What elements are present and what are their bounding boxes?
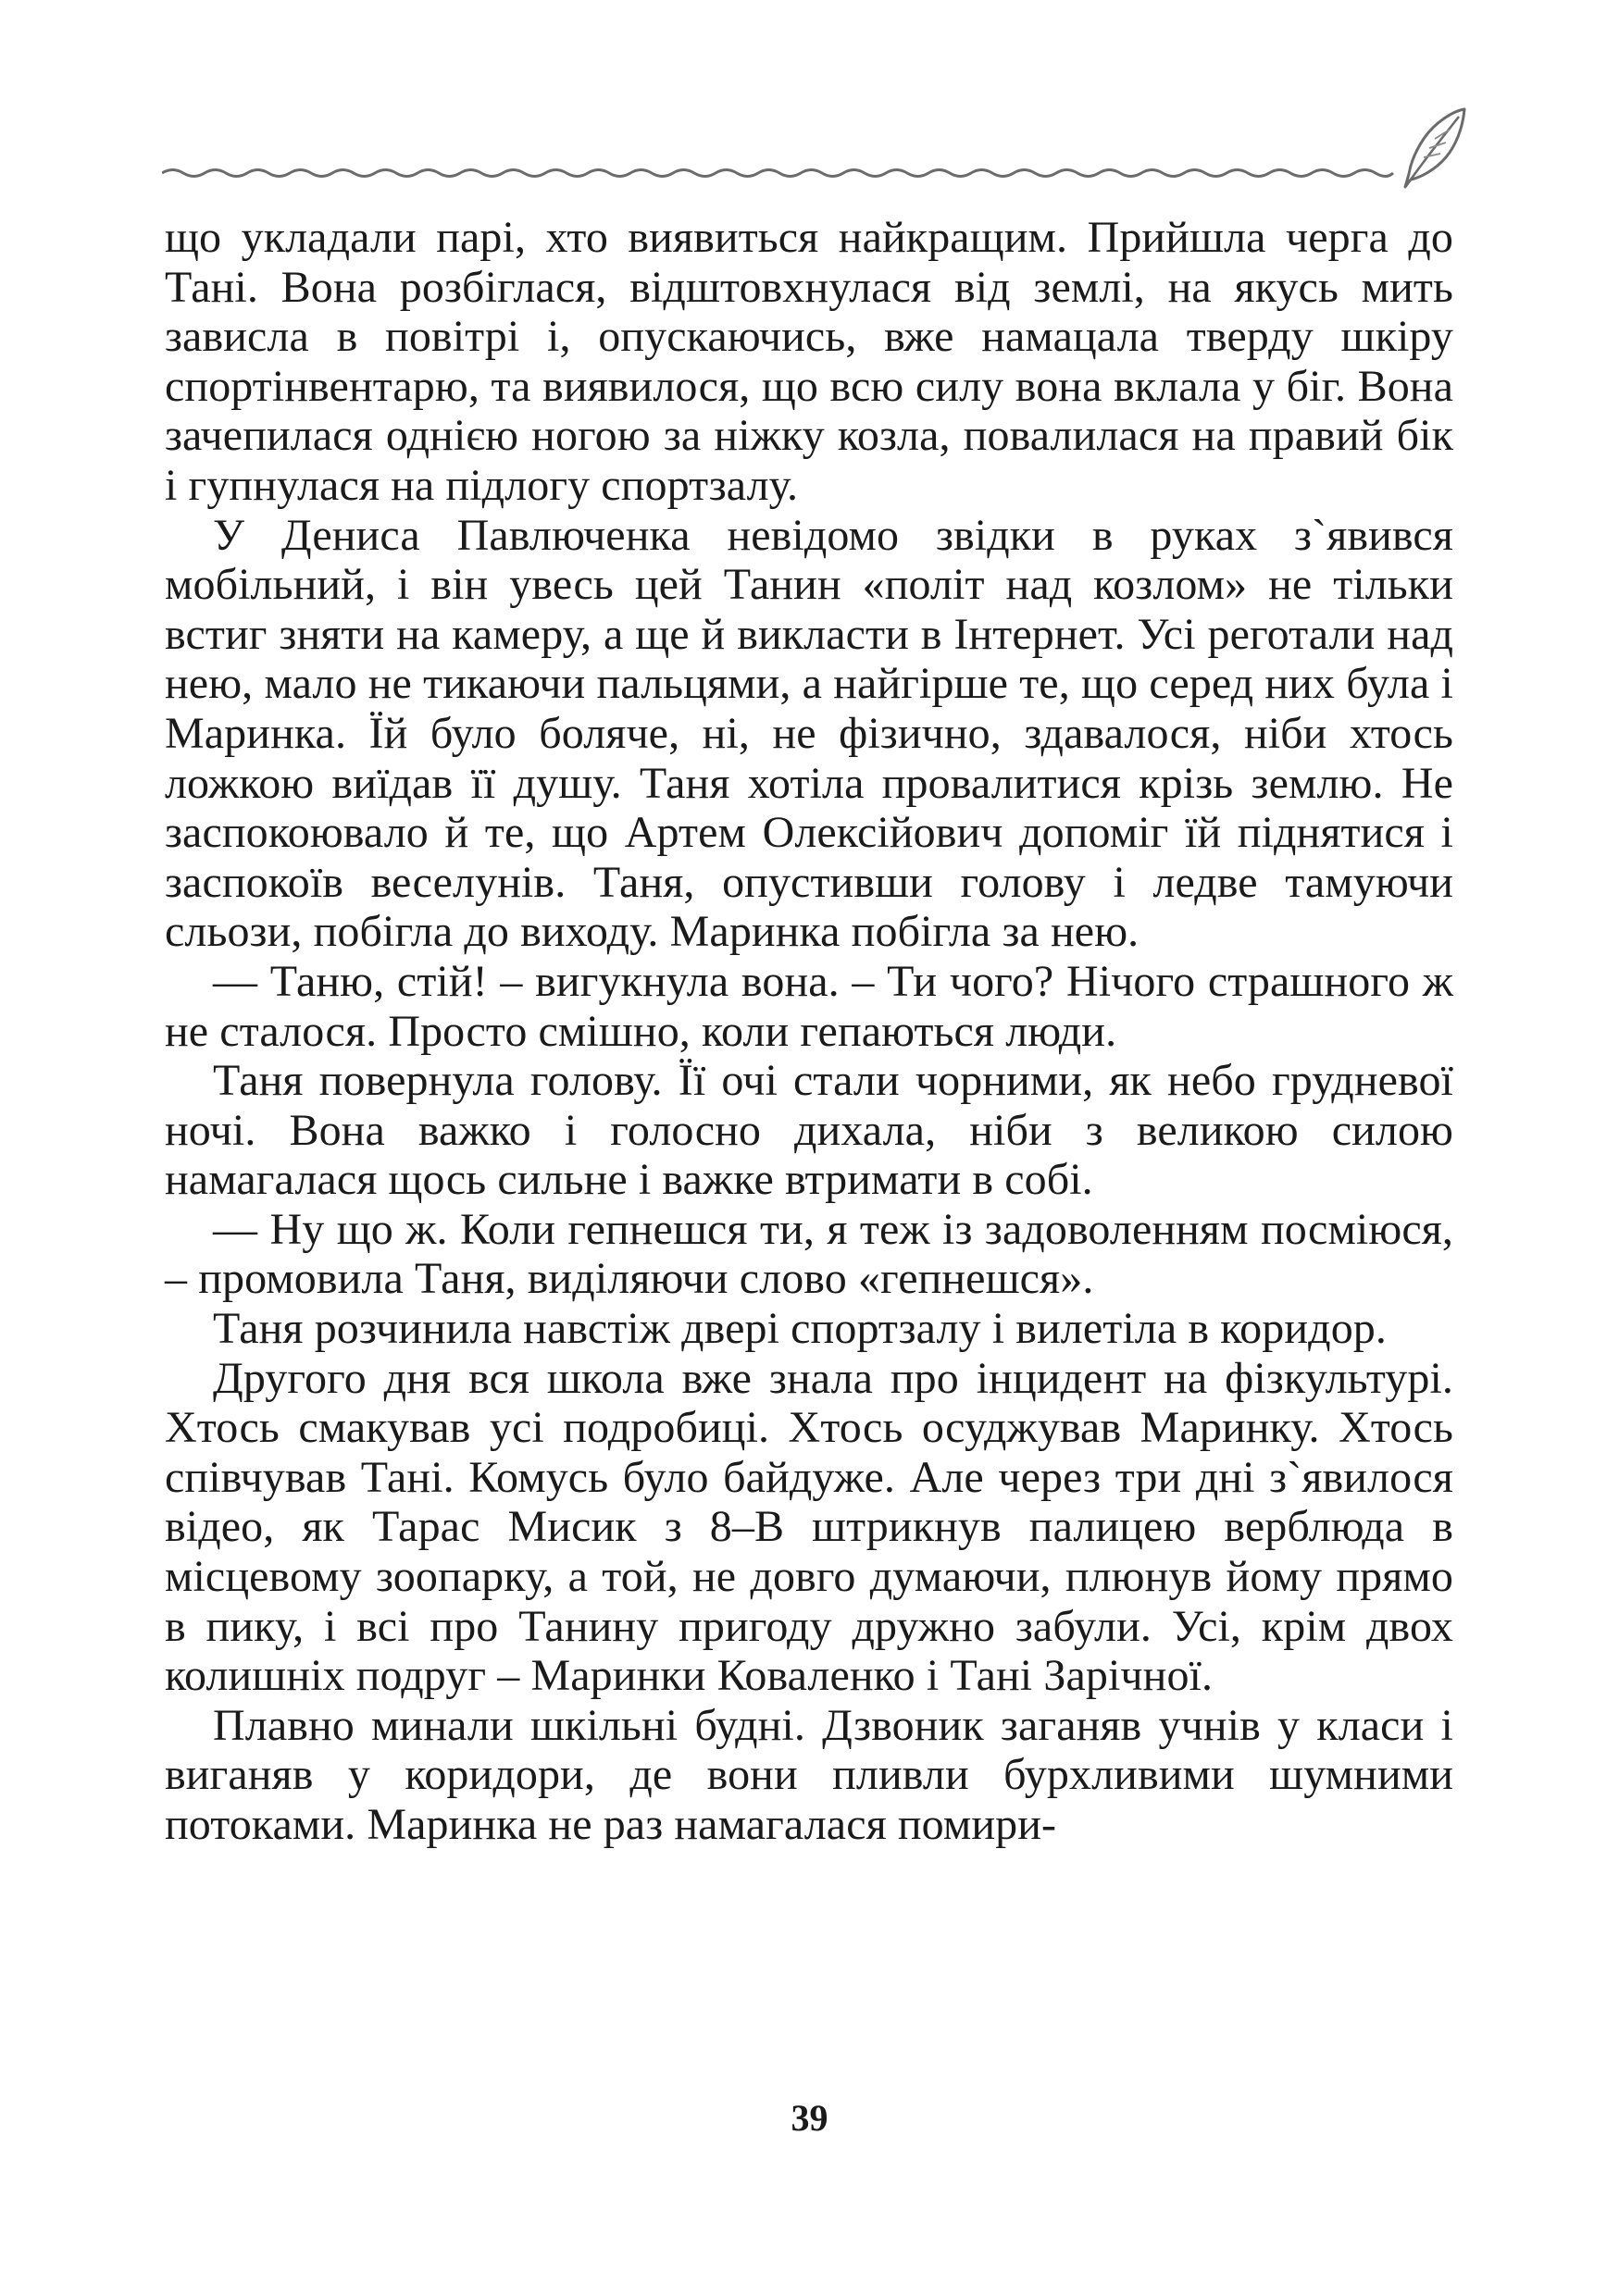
header-ornament — [162, 97, 1476, 199]
paragraph-7: Другого дня вся школа вже знала про інцидент на фізкультурі. Хтось смакував усі подробиці. Хтось осуджував Маринку. Хтось співчував Тані. Комусь було байдуже. Але через три дні з`явилося відео, як Тарас Мисик з 8–В штрикнув палицею верблюда в місцевому зоопарку, а той, не довго думаючи, плюнув йому прямо в пику, і всі про Танину пригоду дружно забули. Усі, крім двох колишніх подруг – Маринки Коваленко і Тані Зарічної. — [165, 1353, 1453, 1701]
paragraph-4: Таня повернула голову. Її очі стали чорними, як небо грудневої ночі. Вона важко і голосно дихала, ніби з великою силою намагалася щось сильне і важке втримати в собі. — [165, 1056, 1453, 1205]
paragraph-8: Плавно минали шкільні будні. Дзвоник заганяв учнів у класи і виганяв у коридори, де вони пливли бурхливими шумними потоками. Маринка не раз намагалася помири- — [165, 1700, 1453, 1849]
body-text — [165, 213, 1453, 1850]
paragraph-1: що укладали парі, хто виявиться найкращим. Прийшла черга до Тані. Вона розбіглася, відштовхнулася від землі, на якусь мить зависла в повітрі і, опускаючись, вже намацала тверду шкіру спортінвентарю, та виявилося, що всю силу вона вклала у біг. Вона зачепилася однією ногою за ніжку козла, повалилася на правий бік і гупнулася на підлогу спортзалу. — [165, 213, 1453, 510]
paragraph-3: — Таню, стій! – вигукнула вона. – Ти чого? Нічого страшного ж не сталося. Просто смішно, коли гепаються люди. — [165, 956, 1453, 1056]
wavy-line-icon — [162, 170, 1393, 177]
paragraph-6: Таня розчинила навстіж двері спортзалу і вилетіла в коридор. — [213, 1304, 1387, 1354]
paragraph-5: — Ну що ж. Коли гепнешся ти, я теж із задоволенням посміюся, – промовила Таня, виділяючи слово «гепнешся». — [165, 1204, 1453, 1304]
paragraph-2: У Дениса Павлюченка невідомо звідки в руках з`явився мобільний, і він увесь цей Танин «політ над козлом» не тільки встиг зняти на камеру, а ще й викласти в Інтернет. Усі реготали над нею, мало не тикаючи пальцями, а найгірше те, що серед них була і Маринка. Їй було боляче, ні, не фізично, здавалося, ніби хтось ложкою виїдав її душу. Таня хотіла провалитися крізь землю. Не заспокоювало й те, що Артем Олексійович допоміг їй піднятися і заспокоїв веселунів. Таня, опустивши голову і ледве тамуючи сльози, побігла до виходу. Маринка побігла за нею. — [165, 510, 1453, 957]
feather-quill-icon — [1405, 109, 1464, 187]
page-number: 39 — [791, 2097, 828, 2139]
